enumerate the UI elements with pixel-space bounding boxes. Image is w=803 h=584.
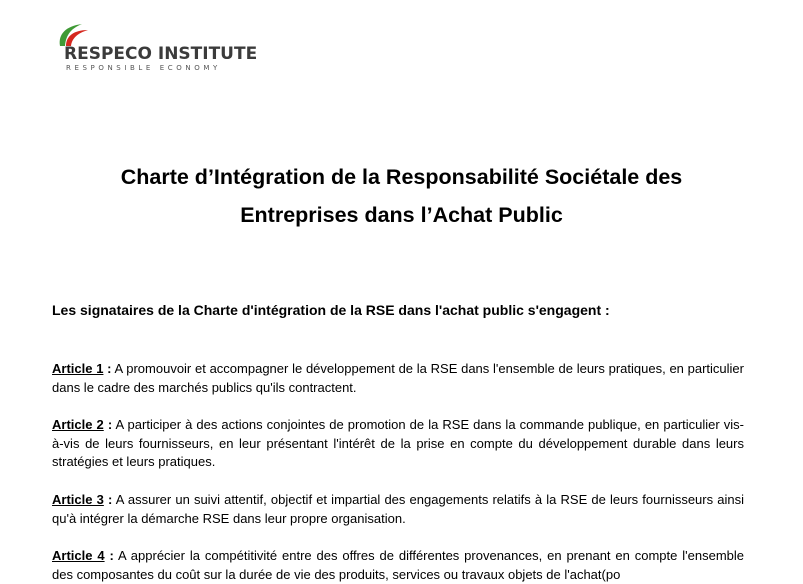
article-3: Article 3 : A assurer un suivi attentif, objectif et impartial des engagements relatifs à la RSE de leurs fournisseurs ainsi qu'à intégrer la démarche RSE dans leur propre organisation. <box>52 492 744 526</box>
article-label: Article 4 <box>52 548 105 563</box>
logo-tagline: RESPONSIBLE ECONOMY <box>66 64 221 72</box>
title-line-1: Charte d’Intégration de la Responsabilité Sociétale des <box>120 165 683 189</box>
article-text: A assurer un suivi attentif, objectif et impartial des engagements relatifs à la RSE de leurs fournisseurs ainsi qu'à intégrer la démarche RSE dans leur propre organisation. <box>52 492 744 526</box>
article-text: A apprécier la compétitivité entre des offres de différentes provenances, en prenant en compte l'ensemble des composantes du coût sur la durée de vie des produits, services ou travaux objets de l'achat(po <box>52 548 744 582</box>
article-1: Article 1 : A promouvoir et accompagner le développement de la RSE dans l'ensemble de leurs pratiques, en particulier dans le cadre des marchés publics qu'ils contractent. <box>52 361 744 395</box>
article-text: A participer à des actions conjointes de promotion de la RSE dans la commande publique, en particulier vis-à-vis de leurs fournisseurs, en leur présentant l'intérêt de la prise en compte du développement durable dans leurs stratégies et leurs pratiques. <box>52 417 744 469</box>
article-4: Article 4 : A apprécier la compétitivité entre des offres de différentes provenances, en prenant en compte l'ensemble des composantes du coût sur la durée de vie des produits, services ou travaux objets de l'achat(po <box>52 548 744 582</box>
respeco-logo <box>52 22 258 78</box>
article-label: Article 3 <box>52 492 104 507</box>
article-label: Article 1 <box>52 361 104 376</box>
article-label: Article 2 <box>52 417 104 432</box>
article-text: A promouvoir et accompagner le développement de la RSE dans l'ensemble de leurs pratiques, en particulier dans le cadre des marchés publics qu'ils contractent. <box>52 361 744 395</box>
document-title <box>40 158 763 234</box>
article-2: Article 2 : A participer à des actions conjointes de promotion de la RSE dans la commande publique, en particulier vis-à-vis de leurs fournisseurs, en leur présentant l'intérêt de la prise en compte du développement durable dans leurs stratégies et leurs pratiques. <box>52 417 744 469</box>
intro-statement: Les signataires de la Charte d'intégration de la RSE dans l'achat public s'engagent : <box>52 302 610 318</box>
logo-name: RESPECO INSTITUTE <box>64 44 258 64</box>
title-line-2: Entreprises dans l’Achat Public <box>240 203 563 227</box>
